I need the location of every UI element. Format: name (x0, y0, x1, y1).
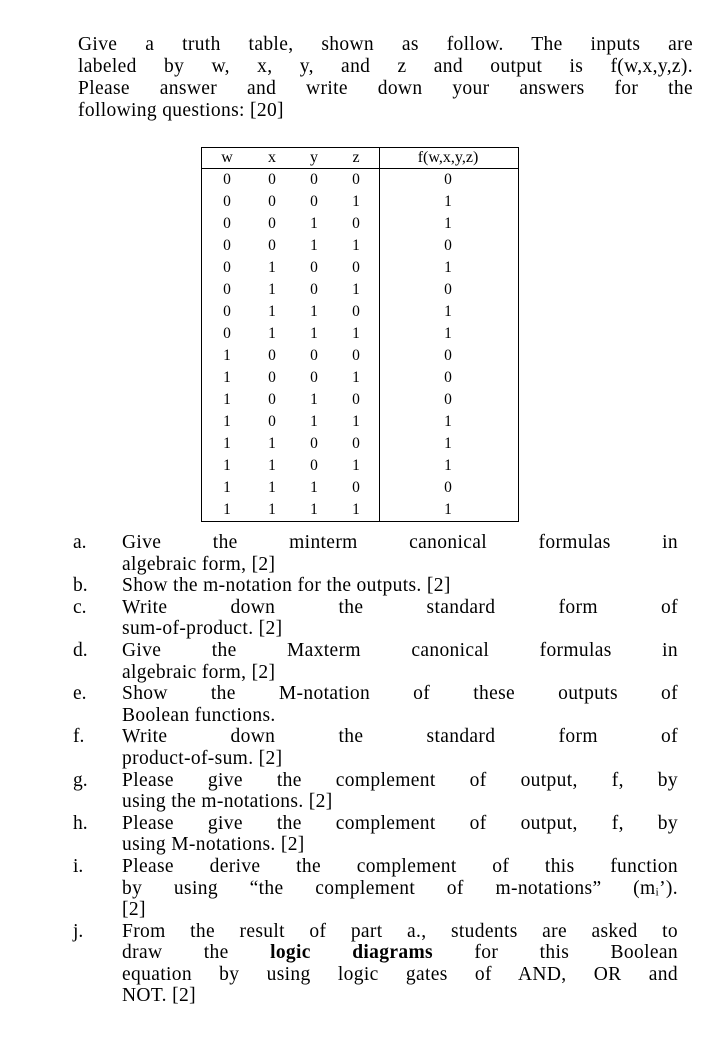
cell-z: 1 (352, 501, 360, 518)
cell-z: 1 (352, 193, 360, 210)
table-row (202, 345, 518, 367)
cell-x: 0 (268, 391, 276, 408)
cell-f: 0 (444, 369, 452, 386)
header-f: f(w,x,y,z) (417, 149, 479, 166)
question-line: Write down the standard form of (122, 726, 678, 748)
cell-x: 1 (268, 259, 276, 276)
question-line: [2] (122, 899, 146, 921)
question-text (122, 575, 678, 597)
cell-x: 1 (268, 303, 276, 320)
cell-w: 1 (223, 391, 231, 408)
cell-w: 1 (223, 347, 231, 364)
cell-w: 0 (223, 193, 231, 210)
cell-z: 1 (352, 369, 360, 386)
cell-z: 0 (352, 259, 360, 276)
intro-line-4: following questions: [20] (78, 100, 284, 121)
question-letter: e. (73, 683, 87, 705)
cell-w: 0 (223, 171, 231, 188)
cell-y: 1 (310, 303, 318, 320)
question-text (122, 770, 678, 813)
cell-z: 1 (352, 237, 360, 254)
table-row (202, 433, 518, 455)
cell-w: 1 (223, 501, 231, 518)
question-text (122, 683, 678, 726)
cell-x: 0 (268, 413, 276, 430)
cell-x: 0 (268, 171, 276, 188)
cell-y: 0 (310, 259, 318, 276)
question-d (0, 640, 678, 683)
cell-y: 1 (310, 325, 318, 342)
question-line: Give the Maxterm canonical formulas in (122, 639, 678, 661)
cell-f: 1 (444, 303, 452, 320)
header-w: w (221, 149, 233, 166)
cell-y: 0 (310, 457, 318, 474)
question-line: Give the minterm canonical formulas in (122, 532, 678, 553)
question-c (0, 597, 678, 640)
table-row (202, 411, 518, 433)
question-fragment: for this Boolean (474, 942, 678, 964)
cell-f: 1 (444, 259, 452, 276)
table-row (202, 257, 518, 279)
cell-w: 0 (223, 215, 231, 232)
cell-w: 0 (223, 237, 231, 254)
cell-x: 1 (268, 435, 276, 452)
cell-w: 0 (223, 259, 231, 276)
cell-f: 0 (444, 479, 452, 496)
cell-y: 0 (310, 193, 318, 210)
intro-line-1: Give a truth table, shown as follow. The inputs are (78, 34, 693, 55)
table-header-row (202, 148, 518, 170)
question-text (122, 813, 678, 856)
table-row (202, 323, 518, 345)
cell-y: 1 (310, 413, 318, 430)
cell-x: 1 (268, 281, 276, 298)
cell-x: 1 (268, 479, 276, 496)
question-letter: c. (73, 596, 87, 618)
question-line: Show the m-notation for the outputs. [2] (122, 575, 451, 597)
question-j (0, 921, 678, 1007)
header-y: y (310, 149, 318, 166)
cell-x: 1 (268, 325, 276, 342)
question-line: Show the M-notation of these outputs of (122, 683, 678, 705)
cell-y: 1 (310, 391, 318, 408)
table-row (202, 169, 518, 191)
question-line: Please derive the complement of this function (122, 855, 678, 877)
cell-y: 0 (310, 435, 318, 452)
question-letter: i. (73, 855, 84, 877)
question-f (0, 726, 678, 769)
question-list (0, 532, 720, 1007)
cell-f: 1 (444, 215, 452, 232)
cell-f: 0 (444, 391, 452, 408)
cell-x: 0 (268, 369, 276, 386)
cell-y: 1 (310, 215, 318, 232)
question-line: using M-notations. [2] (122, 834, 305, 856)
cell-f: 1 (444, 457, 452, 474)
truth-table (201, 147, 519, 522)
question-letter: f. (73, 726, 85, 748)
header-x: x (268, 149, 276, 166)
cell-w: 0 (223, 303, 231, 320)
table-row (202, 367, 518, 389)
question-letter: b. (73, 575, 88, 597)
question-text (122, 726, 678, 769)
question-line: product-of-sum. [2] (122, 747, 283, 769)
question-line: algebraic form, [2] (122, 553, 276, 575)
question-line: algebraic form, [2] (122, 661, 276, 683)
question-text (122, 532, 678, 575)
question-e (0, 683, 678, 726)
table-row (202, 301, 518, 323)
question-a (0, 532, 678, 575)
cell-w: 1 (223, 435, 231, 452)
question-letter: d. (73, 639, 88, 661)
question-letter: g. (73, 769, 88, 791)
cell-w: 1 (223, 457, 231, 474)
question-line: Write down the standard form of (122, 596, 678, 618)
question-line (122, 942, 678, 964)
cell-w: 1 (223, 479, 231, 496)
table-row (202, 455, 518, 477)
cell-z: 0 (352, 435, 360, 452)
cell-x: 0 (268, 347, 276, 364)
table-row (202, 477, 518, 499)
cell-z: 0 (352, 171, 360, 188)
question-text (122, 597, 678, 640)
cell-y: 0 (310, 171, 318, 188)
cell-y: 0 (310, 369, 318, 386)
cell-z: 0 (352, 303, 360, 320)
cell-f: 0 (444, 281, 452, 298)
question-line: equation by using logic gates of AND, OR and (122, 963, 678, 985)
question-line: Please give the complement of output, f, by (122, 769, 678, 791)
question-b (0, 575, 678, 597)
cell-y: 1 (310, 237, 318, 254)
cell-y: 1 (310, 479, 318, 496)
cell-w: 0 (223, 325, 231, 342)
question-g (0, 770, 678, 813)
question-letter: j. (73, 920, 84, 942)
cell-w: 1 (223, 369, 231, 386)
cell-x: 0 (268, 237, 276, 254)
cell-z: 0 (352, 347, 360, 364)
cell-z: 1 (352, 325, 360, 342)
cell-y: 0 (310, 281, 318, 298)
table-row (202, 191, 518, 213)
cell-z: 1 (352, 457, 360, 474)
question-letter: a. (73, 532, 87, 553)
cell-z: 1 (352, 281, 360, 298)
question-line: sum-of-product. [2] (122, 618, 283, 640)
cell-x: 1 (268, 501, 276, 518)
cell-y: 0 (310, 347, 318, 364)
question-text (122, 921, 678, 1007)
cell-x: 0 (268, 215, 276, 232)
question-text (122, 640, 678, 683)
table-row (202, 213, 518, 235)
question-i (0, 856, 678, 921)
question-letter: h. (73, 812, 88, 834)
cell-f: 0 (444, 347, 452, 364)
question-text (122, 856, 678, 921)
cell-w: 1 (223, 413, 231, 430)
cell-f: 1 (444, 193, 452, 210)
table-row (202, 279, 518, 301)
intro-line-2: labeled by w, x, y, and z and output is f(w,x,y,z). (78, 56, 693, 77)
cell-z: 0 (352, 479, 360, 496)
cell-f: 1 (444, 325, 452, 342)
cell-f: 1 (444, 435, 452, 452)
table-row (202, 499, 518, 521)
cell-x: 0 (268, 193, 276, 210)
table-row (202, 235, 518, 257)
table-row (202, 389, 518, 411)
question-line: Boolean functions. (122, 704, 276, 726)
cell-z: 1 (352, 413, 360, 430)
cell-f: 1 (444, 413, 452, 430)
cell-x: 1 (268, 457, 276, 474)
cell-f: 0 (444, 237, 452, 254)
question-line: Please give the complement of output, f, by (122, 812, 678, 834)
question-line: by using “the complement of m-notations” (mᵢ’). (122, 877, 678, 899)
intro-paragraph (78, 34, 693, 122)
cell-f: 1 (444, 501, 452, 518)
header-z: z (352, 149, 360, 166)
question-h (0, 813, 678, 856)
question-line: NOT. [2] (122, 985, 196, 1007)
cell-z: 0 (352, 391, 360, 408)
cell-w: 0 (223, 281, 231, 298)
cell-y: 1 (310, 501, 318, 518)
question-fragment: draw the (122, 942, 229, 964)
bold-term-logic-diagrams: logic diagrams (270, 942, 433, 964)
cell-z: 0 (352, 215, 360, 232)
question-line: From the result of part a., students are asked to (122, 920, 678, 942)
intro-line-3: Please answer and write down your answers for the (78, 78, 693, 99)
cell-f: 0 (444, 171, 452, 188)
question-line: using the m-notations. [2] (122, 791, 333, 813)
